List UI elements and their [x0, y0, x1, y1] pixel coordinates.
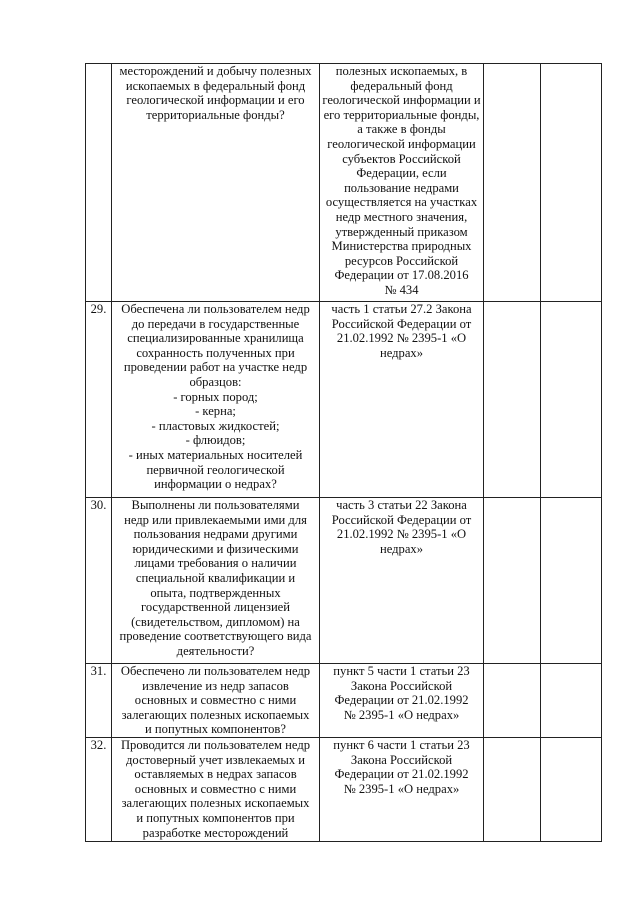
checklist-table	[85, 63, 602, 842]
reference-line: № 2395-1 «О недрах»	[343, 781, 460, 796]
question-line: до передачи в государственные	[131, 316, 300, 331]
note-cell[interactable]	[541, 64, 602, 302]
reference-line: недрах»	[379, 541, 424, 556]
reference-line: Российской Федерации от	[331, 316, 472, 331]
question-cell	[112, 498, 320, 664]
legal-reference-cell	[320, 737, 484, 841]
question-line: Обеспечена ли пользователем недр	[121, 302, 310, 316]
reference-line: № 2395-1 «О недрах»	[343, 707, 460, 722]
question-cell	[112, 737, 320, 841]
question-line: извлечение из недр запасов	[142, 678, 289, 693]
question-line: ископаемых в федеральный фонд	[125, 78, 306, 93]
reference-line: пользование недрами	[344, 180, 459, 195]
question-line: основных и совместно с ними	[134, 781, 297, 796]
question-line: геологической информации и его	[126, 93, 305, 108]
table-row	[86, 664, 602, 738]
question-line: Обеспечено ли пользователем недр	[120, 664, 311, 678]
question-line: - керна;	[195, 404, 236, 419]
question-line: информации о недрах?	[154, 477, 277, 492]
question-cell	[112, 664, 320, 738]
legal-reference-cell	[320, 498, 484, 664]
question-line: - флюидов;	[185, 433, 246, 448]
question-line: лицами требования о наличии	[134, 556, 297, 571]
question-line: Выполнены ли пользователями	[131, 498, 300, 512]
question-line: - пластовых жидкостей;	[151, 418, 280, 433]
reference-line: пункт 6 части 1 статьи 23	[333, 737, 470, 752]
question-line: государственной лицензией	[140, 600, 291, 615]
question-line: образцов:	[189, 374, 242, 389]
reference-line: часть 1 статьи 27.2 Закона	[331, 302, 472, 316]
question-cell	[112, 64, 320, 302]
note-cell[interactable]	[541, 737, 602, 841]
reference-line: Министерства природных	[331, 239, 472, 254]
reference-line: федеральный фонд	[350, 78, 453, 93]
reference-line: часть 3 статьи 22 Закона	[336, 498, 467, 512]
question-line: и попутных компонентов при	[136, 810, 295, 825]
legal-reference-cell	[320, 302, 484, 498]
reference-line: 21.02.1992 № 2395-1 «О	[336, 331, 467, 346]
reference-line: субъектов Российской	[342, 151, 461, 166]
question-line: и попутных компонентов?	[145, 722, 286, 737]
question-line: проведении работ на участке недр	[123, 360, 308, 375]
answer-cell[interactable]	[484, 498, 541, 664]
question-line: основных и совместно с ними	[134, 693, 297, 708]
note-cell[interactable]	[541, 302, 602, 498]
question-line: - горных пород;	[173, 389, 258, 404]
question-line: проведение соответствующего вида	[119, 629, 312, 644]
legal-reference-cell	[320, 64, 484, 302]
reference-line: недрах»	[379, 345, 424, 360]
table-row	[86, 302, 602, 498]
question-line: опыта, подтвержденных	[150, 585, 281, 600]
checklist-table-body	[86, 64, 602, 842]
question-line: деятельности?	[176, 643, 255, 658]
reference-line: Федерации, если	[356, 166, 447, 181]
question-line: залегающих полезных ископаемых	[121, 707, 310, 722]
row-number: 31.	[86, 664, 112, 738]
table-row	[86, 498, 602, 664]
row-number: 32.	[86, 737, 112, 841]
row-number: 29.	[86, 302, 112, 498]
note-cell[interactable]	[541, 664, 602, 738]
answer-cell[interactable]	[484, 737, 541, 841]
row-number	[86, 64, 112, 302]
question-line: специальной квалификации и	[135, 570, 296, 585]
reference-line: Федерации от 21.02.1992	[334, 767, 469, 782]
reference-line: № 434	[384, 282, 419, 297]
question-line: оставляемых в недрах запасов	[134, 767, 297, 782]
reference-line: геологической информации	[327, 136, 476, 151]
reference-line: 21.02.1992 № 2395-1 «О	[336, 527, 467, 542]
reference-line: пункт 5 части 1 статьи 23	[333, 664, 470, 678]
question-line: (свидетельством, дипломом) на	[131, 614, 300, 629]
row-number: 30.	[86, 498, 112, 664]
question-line: разработке месторождений	[142, 825, 289, 840]
question-line: Проводится ли пользователем недр	[120, 737, 311, 752]
question-line: недр или привлекаемыми ими для	[124, 512, 307, 527]
question-line: - иных материальных носителей	[128, 447, 303, 462]
table-row	[86, 737, 602, 841]
question-line: первичной геологической	[146, 462, 285, 477]
reference-line: геологической информации и	[322, 93, 481, 108]
question-line: сохранность полученных при	[136, 345, 295, 360]
question-line: специализированные хранилища	[127, 331, 304, 346]
question-line: месторождений и добычу полезных	[119, 64, 312, 78]
note-cell[interactable]	[541, 498, 602, 664]
answer-cell[interactable]	[484, 302, 541, 498]
reference-line: а также в фонды	[357, 122, 446, 137]
reference-line: полезных ископаемых, в	[335, 64, 468, 78]
answer-cell[interactable]	[484, 664, 541, 738]
question-line: юридическими и физическими	[132, 541, 299, 556]
legal-reference-cell	[320, 664, 484, 738]
table-row	[86, 64, 602, 302]
question-line: достоверный учет извлекаемых и	[125, 752, 306, 767]
question-line: пользования недрами другими	[133, 527, 298, 542]
reference-line: Российской Федерации от	[331, 512, 472, 527]
reference-line: недр местного значения,	[335, 209, 468, 224]
reference-line: Закона Российской	[350, 752, 453, 767]
reference-line: Федерации от 21.02.1992	[334, 693, 469, 708]
reference-line: ресурсов Российской	[344, 253, 459, 268]
reference-line: осуществляется на участках	[325, 195, 478, 210]
reference-line: Закона Российской	[350, 678, 453, 693]
answer-cell[interactable]	[484, 64, 541, 302]
reference-line: утвержденный приказом	[335, 224, 468, 239]
question-cell	[112, 302, 320, 498]
question-line: залегающих полезных ископаемых	[121, 796, 310, 811]
reference-line: Федерации от 17.08.2016	[334, 268, 469, 283]
question-line: территориальные фонды?	[146, 107, 285, 122]
reference-line: его территориальные фонды,	[323, 107, 480, 122]
